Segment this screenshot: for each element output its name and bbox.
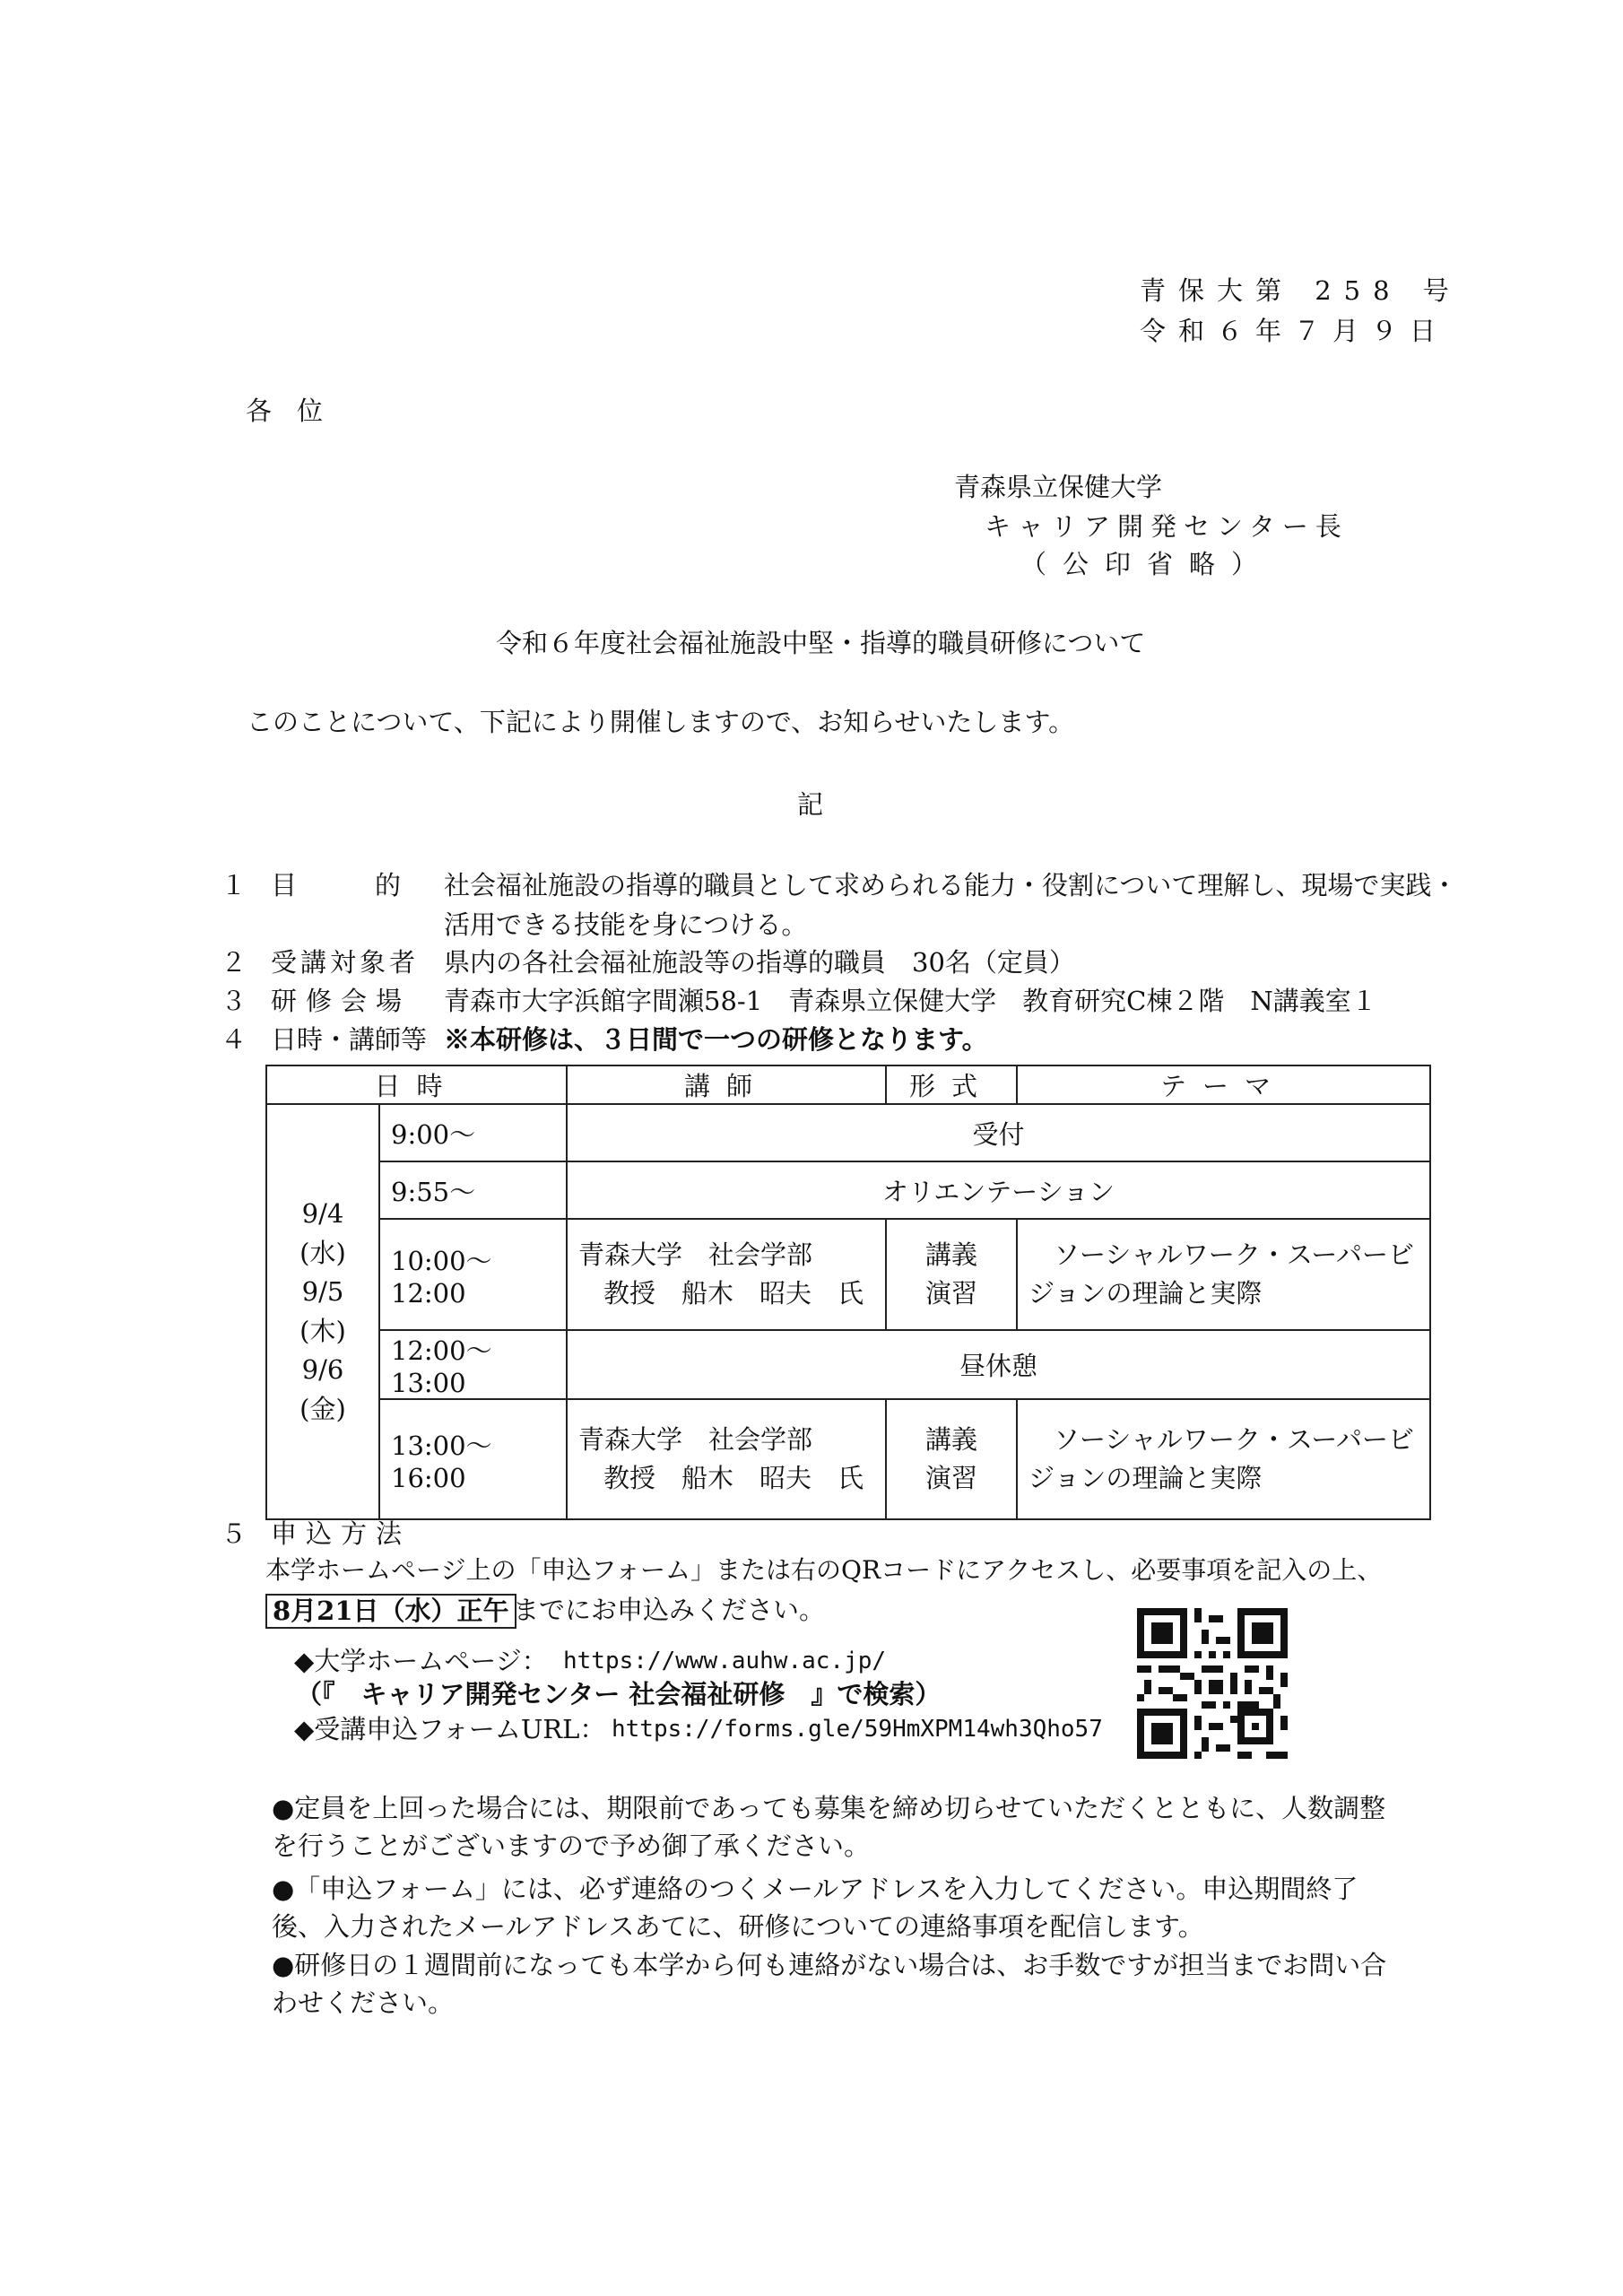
schedule-table bbox=[265, 1065, 1431, 1520]
item-5-label: 申込方法 bbox=[271, 1518, 412, 1549]
lecturer-affiliation: 青森大学 社会学部 bbox=[578, 1239, 813, 1270]
header-theme: テーマ bbox=[1017, 1065, 1430, 1104]
item-1-text-line2: 活用できる技能を身につける。 bbox=[444, 909, 808, 940]
header-datetime: 日時 bbox=[266, 1065, 567, 1104]
note-capacity: ●定員を上回った場合には、期限前であっても募集を締め切らせていただくとともに、人数調整を行うことがございますので予め御了承ください。 bbox=[272, 1793, 1386, 1862]
item-1-number: １ bbox=[221, 870, 247, 900]
item-3-text: 青森市大字浜館字間瀬58-1 青森県立保健大学 教育研究C棟２階 N講義室１ bbox=[444, 986, 1377, 1016]
item-4-note: ※本研修は、３日間で一つの研修となります。 bbox=[444, 1024, 988, 1055]
document-title: 令和６年度社会福祉施設中堅・指導的職員研修について bbox=[496, 628, 1146, 658]
format-lecture: 講義 bbox=[925, 1423, 978, 1455]
weekday-label: (木) bbox=[299, 1315, 346, 1346]
header-lecturer: 講師 bbox=[567, 1065, 886, 1104]
lecturer-name: 教授 船木 昭夫 氏 bbox=[603, 1463, 864, 1493]
item-1-label: 目 的 bbox=[271, 870, 402, 900]
item-2-label: 受講対象者 bbox=[271, 947, 420, 978]
format-lecture: 講義 bbox=[925, 1239, 978, 1270]
header-format: 形式 bbox=[886, 1065, 1017, 1104]
search-hint: （『 キャリア開発センター 社会福祉研修 』で検索） bbox=[296, 1679, 942, 1709]
item-2-text: 県内の各社会福祉施設等の指導的職員 30名（定員） bbox=[444, 947, 1075, 978]
item-3-number: ３ bbox=[221, 986, 247, 1016]
theme-cell bbox=[1017, 1399, 1430, 1519]
apply-instructions: 本学ホームページ上の「申込フォーム」または右のQRコードにアクセスし、必要事項を記入の上、 bbox=[265, 1555, 1383, 1585]
span-cell: 昼休憩 bbox=[567, 1330, 1430, 1399]
item-1-text-line1: 社会福祉施設の指導的職員として求められる能力・役割について理解し、現場で実践・ bbox=[444, 870, 1458, 900]
addressee: 各位 bbox=[246, 396, 349, 426]
item-4-label: 日時・講師等 bbox=[271, 1024, 428, 1055]
form-url[interactable]: https://forms.gle/59HmXPM14wh3Qho57 bbox=[612, 1716, 1103, 1743]
weekday-label: (水) bbox=[299, 1237, 346, 1268]
table-row bbox=[266, 1330, 1430, 1399]
lecturer-name: 教授 船木 昭夫 氏 bbox=[603, 1278, 864, 1309]
table-row bbox=[266, 1161, 1430, 1219]
lecturer-cell bbox=[567, 1219, 886, 1330]
note-email: ●「申込フォーム」には、必ず連絡のつくメールアドレスを入力してください。申込期間終了後、入力されたメールアドレスあてに、研修についての連絡事項を配信します。 bbox=[272, 1874, 1358, 1943]
seal-omitted-note: （公印省略） bbox=[1020, 549, 1274, 579]
theme-cell bbox=[1017, 1219, 1430, 1330]
format-exercise: 演習 bbox=[925, 1463, 978, 1493]
date-label: 9/4 bbox=[301, 1198, 344, 1229]
date-label: 9/6 bbox=[301, 1354, 344, 1385]
format-cell bbox=[886, 1399, 1017, 1519]
form-url-label: ◆受講申込フォームURL： bbox=[294, 1714, 606, 1744]
apply-instructions-end: までにお申込みください。 bbox=[513, 1595, 826, 1625]
table-row bbox=[266, 1399, 1430, 1519]
format-cell bbox=[886, 1219, 1017, 1330]
sender-title: キャリア開発センター長 bbox=[985, 511, 1349, 542]
time-cell: 12:00～13:00 bbox=[379, 1330, 567, 1399]
table-header-row bbox=[266, 1065, 1430, 1104]
sender-organization: 青森県立保健大学 bbox=[954, 472, 1163, 502]
ki-heading: 記 bbox=[797, 789, 824, 820]
qr-code-icon[interactable] bbox=[1137, 1608, 1288, 1759]
lecturer-affiliation: 青森大学 社会学部 bbox=[578, 1423, 813, 1455]
time-cell: 9:55～ bbox=[379, 1161, 567, 1219]
theme-line2: ジョンの理論と実際 bbox=[1028, 1463, 1263, 1493]
homepage-url[interactable]: https://www.auhw.ac.jp/ bbox=[563, 1648, 887, 1674]
homepage-label: ◆大学ホームページ： bbox=[294, 1646, 548, 1676]
date-label: 9/5 bbox=[301, 1276, 344, 1307]
intro-text: このことについて、下記により開催しますので、お知らせいたします。 bbox=[247, 707, 1075, 737]
deadline-box: 8月21日（水）正午 bbox=[265, 1594, 516, 1629]
theme-line1: ソーシャルワーク・スーパービ bbox=[1054, 1423, 1414, 1455]
weekday-label: (金) bbox=[299, 1393, 346, 1424]
table-row bbox=[266, 1219, 1430, 1330]
item-3-label: 研修会場 bbox=[271, 986, 412, 1016]
format-exercise: 演習 bbox=[925, 1278, 978, 1309]
dates-cell bbox=[266, 1104, 379, 1519]
lecturer-cell bbox=[567, 1399, 886, 1519]
note-contact: ●研修日の１週間前になっても本学から何も連絡がない場合は、お手数ですが担当までお問い合わせください。 bbox=[272, 1950, 1387, 2019]
item-2-number: ２ bbox=[221, 947, 247, 978]
document-number: 青保大第 258 号 bbox=[1140, 275, 1462, 306]
theme-line2: ジョンの理論と実際 bbox=[1028, 1278, 1263, 1309]
item-5-number: ５ bbox=[221, 1518, 247, 1549]
item-4-number: ４ bbox=[221, 1024, 247, 1055]
time-cell: 13:00～16:00 bbox=[379, 1399, 567, 1519]
span-cell: オリエンテーション bbox=[567, 1161, 1430, 1219]
table-row bbox=[266, 1104, 1430, 1161]
span-cell: 受付 bbox=[567, 1104, 1430, 1161]
theme-line1: ソーシャルワーク・スーパービ bbox=[1054, 1239, 1414, 1270]
time-cell: 9:00～ bbox=[379, 1104, 567, 1161]
issue-date: 令和６年７月９日 bbox=[1140, 316, 1449, 346]
time-cell: 10:00～12:00 bbox=[379, 1219, 567, 1330]
